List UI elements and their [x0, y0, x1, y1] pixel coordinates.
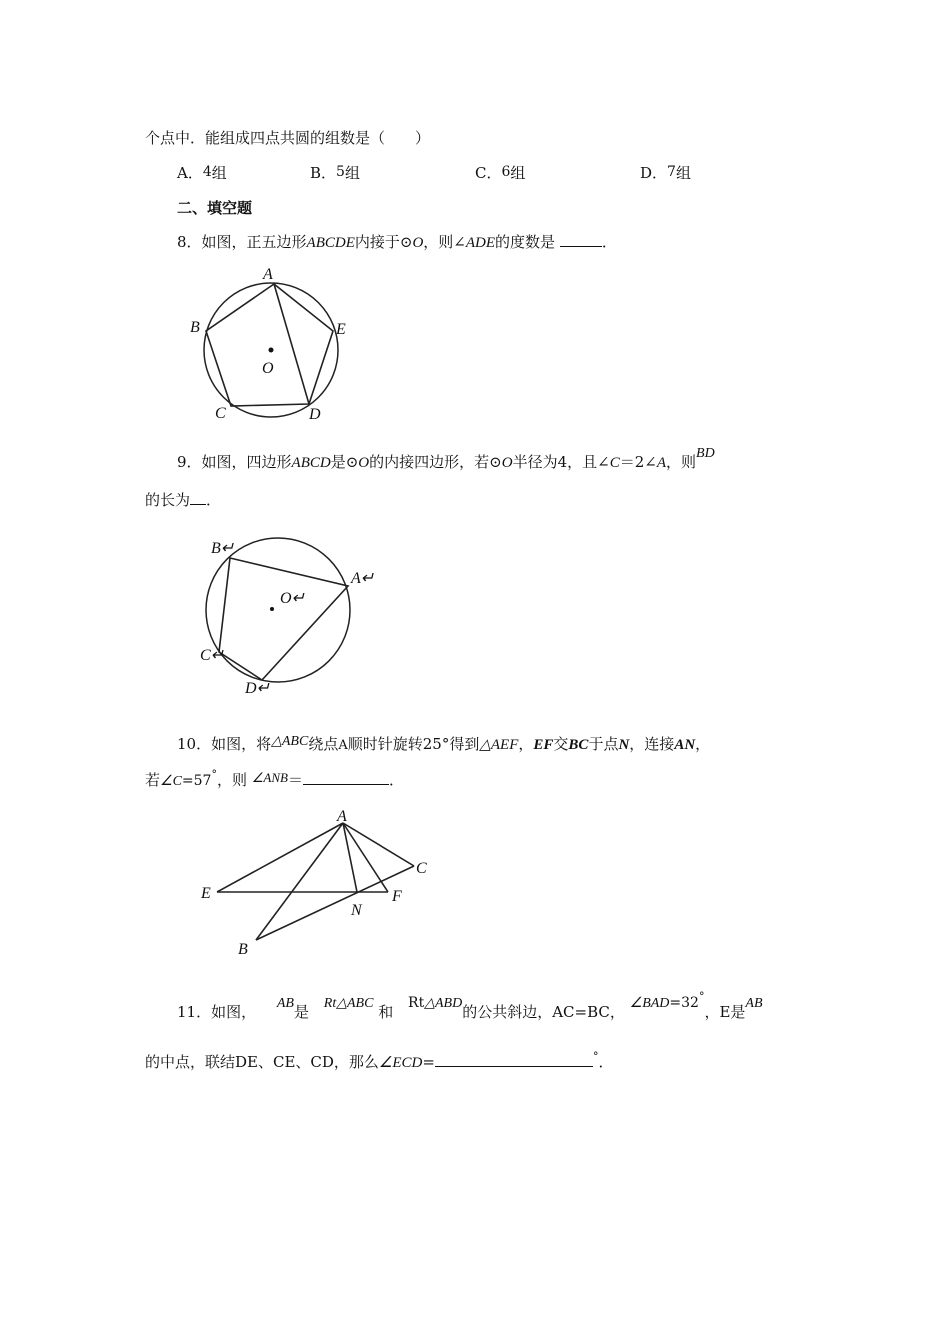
- option-number: 7: [667, 164, 676, 180]
- q8-part: 8．如图，正五边形: [177, 233, 307, 251]
- q10-part: 若: [145, 771, 161, 789]
- q11-text-line2: [145, 1052, 613, 1074]
- q9-label-a: A↵: [351, 570, 375, 587]
- q11-math: ∠ECD: [378, 1055, 423, 1071]
- q8-part: ，则∠: [423, 233, 466, 251]
- q11-answer-blank[interactable]: [435, 1052, 593, 1067]
- q8-part: ．: [601, 233, 617, 251]
- q11-math: =32: [669, 995, 699, 1011]
- q10-math: △AEF: [479, 737, 519, 753]
- q10-part: ＝: [287, 771, 303, 789]
- q10-math: △ABC: [271, 734, 309, 749]
- q8-label-e: E: [336, 321, 346, 338]
- q8-math: ABCDE: [306, 235, 355, 251]
- q10-part: 于点: [588, 735, 619, 753]
- q9-math: O: [501, 455, 513, 471]
- q10-part: ，连接: [629, 735, 675, 753]
- q9-part: 是⊙: [330, 453, 359, 471]
- option-label: A．: [177, 164, 203, 182]
- q11-math: △ABD: [424, 996, 463, 1011]
- q8-label-c: C: [215, 405, 226, 422]
- q10-math: 25°: [422, 735, 450, 753]
- q10-part: 顺时针旋转: [347, 735, 423, 753]
- q11-part: 的公共斜边，AC=BC，: [462, 1003, 625, 1021]
- q11-math: AB: [745, 996, 763, 1011]
- q10-segment-ab: [256, 823, 343, 940]
- q8-label-o: O: [262, 360, 274, 377]
- q9-math: A: [656, 455, 667, 471]
- q11-math: °: [592, 1050, 599, 1063]
- q8-label-b: B: [190, 319, 200, 336]
- q9-math: C: [609, 455, 620, 471]
- q10-segment-cb: [256, 866, 414, 940]
- option-unit: 组: [344, 164, 360, 182]
- option-number: 6: [501, 164, 511, 180]
- q11-math: ∠BAD: [629, 996, 670, 1011]
- q9-part: 的内接四边形，若⊙: [369, 453, 502, 471]
- q11-text-line1: [177, 990, 763, 1024]
- q10-segment-ae: [217, 823, 343, 892]
- q10-part: ，: [695, 735, 711, 753]
- q10-label-f: F: [392, 888, 402, 905]
- option-number: 4: [202, 164, 212, 180]
- q9-part: 的长为: [145, 491, 191, 509]
- q10-math: ∠C: [160, 774, 182, 789]
- q11-part: 11．如图，: [177, 1003, 257, 1021]
- option-unit: 组: [675, 164, 691, 182]
- q10-math: AN: [674, 737, 696, 753]
- q8-math: O: [412, 235, 424, 251]
- q9-label-b: B↵: [211, 540, 235, 557]
- q10-math: N: [618, 737, 630, 753]
- q8-label-a: A: [263, 266, 273, 283]
- option-label: B．: [310, 164, 337, 182]
- q11-math: Rt: [323, 996, 337, 1011]
- q7-text: 个点中．能组成四点共圆的组数是（ ）: [145, 129, 431, 147]
- q9-part: 9．如图，四边形: [177, 453, 292, 471]
- q10-math: =57: [181, 773, 212, 789]
- q9-math: ABCD: [291, 455, 331, 471]
- q10-label-a: A: [337, 808, 347, 825]
- q11-part: =: [422, 1053, 435, 1071]
- q11-part: 和: [378, 1003, 394, 1021]
- q10-math: BC: [568, 737, 589, 753]
- q10-part: ，: [518, 735, 534, 753]
- q10-part: ，则: [216, 771, 247, 789]
- q11-part: 的中点，联结DE、CE、CD，那么: [145, 1053, 379, 1071]
- q11-part: ．: [598, 1053, 614, 1071]
- q11-part: 是: [293, 1003, 309, 1021]
- q8-math: ADE: [465, 235, 496, 251]
- q9-part: 半径为: [512, 453, 558, 471]
- q10-part: 10．如图，将: [177, 735, 272, 753]
- q10-math: °: [211, 768, 217, 781]
- q10-part: 得到: [449, 735, 480, 753]
- q10-part: ．: [388, 771, 404, 789]
- q9-label-o: O↵: [280, 590, 305, 607]
- option-number: 5: [336, 164, 345, 180]
- q9-label-d: D↵: [245, 680, 270, 697]
- q10-part: 绕点: [308, 735, 339, 753]
- q9-part: ，且∠: [567, 453, 610, 471]
- q10-label-n: N: [351, 902, 362, 919]
- q8-part: 的度数是: [495, 233, 556, 251]
- q11-math: △ABC: [336, 996, 374, 1011]
- q9-part: ＝2∠: [619, 453, 657, 471]
- option-label: D．: [640, 164, 668, 182]
- q10-label-e: E: [201, 885, 211, 902]
- q8-part: 内接于⊙: [354, 233, 413, 251]
- q11-part: ，E是: [704, 1003, 746, 1021]
- q11-math: °: [698, 990, 705, 1003]
- q11-math: AB: [276, 996, 294, 1011]
- q9-math: 4: [557, 453, 568, 471]
- option-unit: 组: [211, 164, 227, 182]
- q10-label-b: B: [238, 941, 248, 958]
- q11-math: Rt: [408, 995, 425, 1011]
- q10-math: A: [338, 738, 348, 753]
- section-heading: 二、填空题: [177, 199, 253, 217]
- q10-part: 交: [553, 735, 569, 753]
- q9-math: BD: [696, 446, 715, 461]
- q10-segment-ac: [343, 823, 414, 866]
- q9-part: ，则: [666, 453, 697, 471]
- q9-part: ．: [206, 491, 222, 509]
- option-unit: 组: [510, 164, 526, 182]
- q10-label-c: C: [416, 860, 427, 877]
- q10-math: ∠ANB: [251, 770, 288, 785]
- q9-label-c: C↵: [200, 647, 225, 664]
- option-label: C．: [475, 164, 502, 182]
- q10-math: EF: [533, 737, 554, 753]
- q8-label-d: D: [309, 406, 321, 423]
- q9-math: O: [358, 455, 370, 471]
